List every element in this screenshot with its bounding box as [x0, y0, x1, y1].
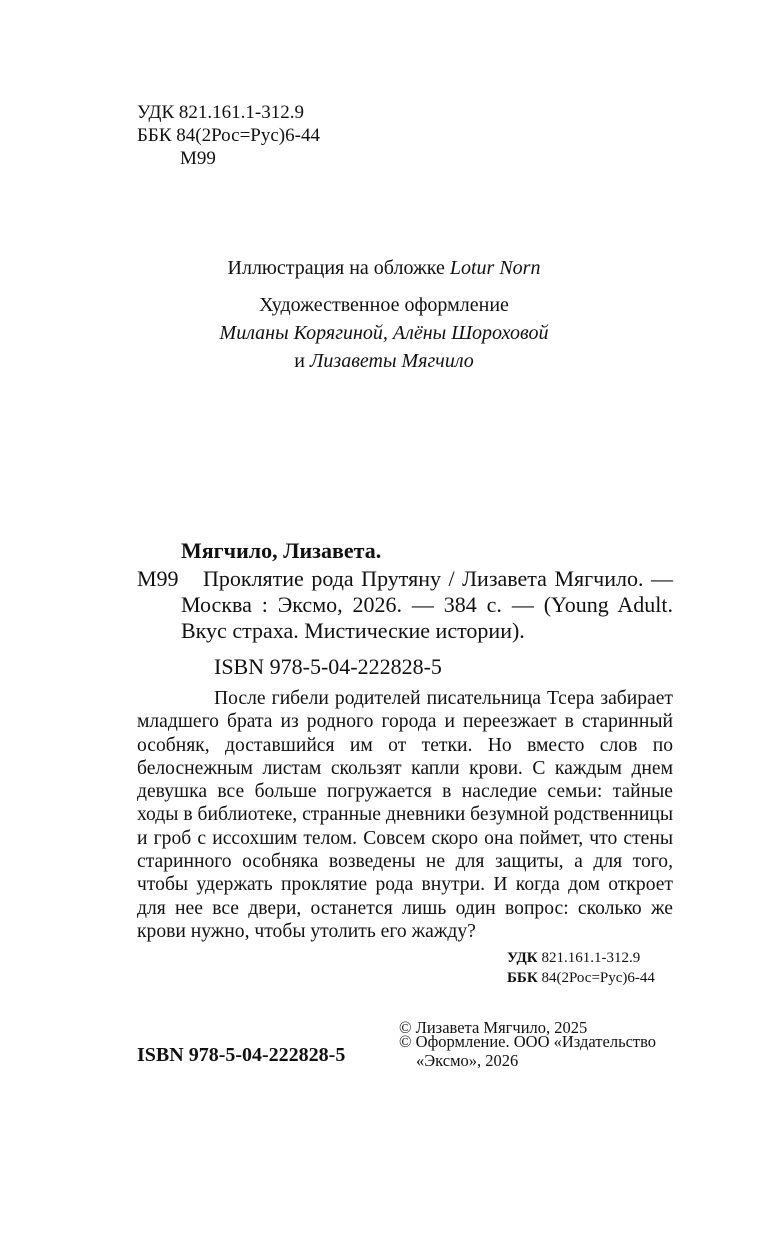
cover-illustration-label: Иллюстрация на обложке [227, 257, 450, 279]
design-label: Художественное оформление [259, 294, 509, 316]
cover-illustration-credit [0, 255, 768, 281]
designers-conjunction: и [294, 350, 310, 372]
designers-last-line [0, 347, 768, 375]
entry-description: Проклятие рода Прутяну / Лизавета Мягчило. — Москва : Эксмо, 2026. — 384 с. — (Young Adult. Вкус страха. Мистические истории). [181, 566, 673, 643]
designers-line: Миланы Корягиной, Алёны Шороховой [219, 322, 549, 344]
author-mark: М99 [180, 148, 216, 169]
copyright-design-line-1: © Оформление. ООО «Издательство [399, 1032, 657, 1051]
entry-mark: М99 [137, 566, 179, 591]
credits-block [0, 255, 768, 375]
udk-code: УДК 821.161.1-312.9 [137, 102, 304, 123]
copyright-author: © Лизавета Мягчило, 2025 [399, 1018, 588, 1037]
bottom-udk-label: УДК [507, 950, 538, 966]
cover-illustrator: Lotur Norn [449, 257, 541, 279]
bottom-bbk [507, 968, 655, 988]
bottom-udk-value: 821.161.1-312.9 [537, 950, 641, 966]
bottom-bbk-label: ББК [507, 970, 538, 986]
annotation-text: После гибели родителей писательница Тсера забирает младшего брата из родного города и переезжает в старинный особняк, доставшийся им от тетки. Но вместо слов по белоснежным листам скользят капли крови. С каждым днем девушка все больше погружается в наследие семьи: тайные ходы в библиотеке, странные дневники безумной родственницы и гроб с иссохшим телом. Совсем скоро она поймет, что стены старинного особняка возведены не для защиты, а для того, чтобы удержать проклятие рода внутри. И когда дом откроет для нее все двери, останется лишь один вопрос: сколько же крови нужно, чтобы утолить его жажду? [137, 688, 673, 942]
entry-isbn: ISBN 978-5-04-222828-5 [214, 654, 442, 679]
bottom-udk [507, 948, 640, 968]
entry-author: Мягчило, Лизавета. [181, 538, 382, 563]
bbk-code: ББК 84(2Рос=Рус)6-44 [137, 125, 320, 146]
isbn-bottom: ISBN 978-5-04-222828-5 [137, 1044, 346, 1066]
designer-last: Лизаветы Мягчило [309, 350, 474, 372]
copyright-design-line-2: «Эксмо», 2026 [416, 1051, 519, 1070]
bottom-bbk-value: 84(2Рос=Рус)6-44 [537, 970, 655, 986]
